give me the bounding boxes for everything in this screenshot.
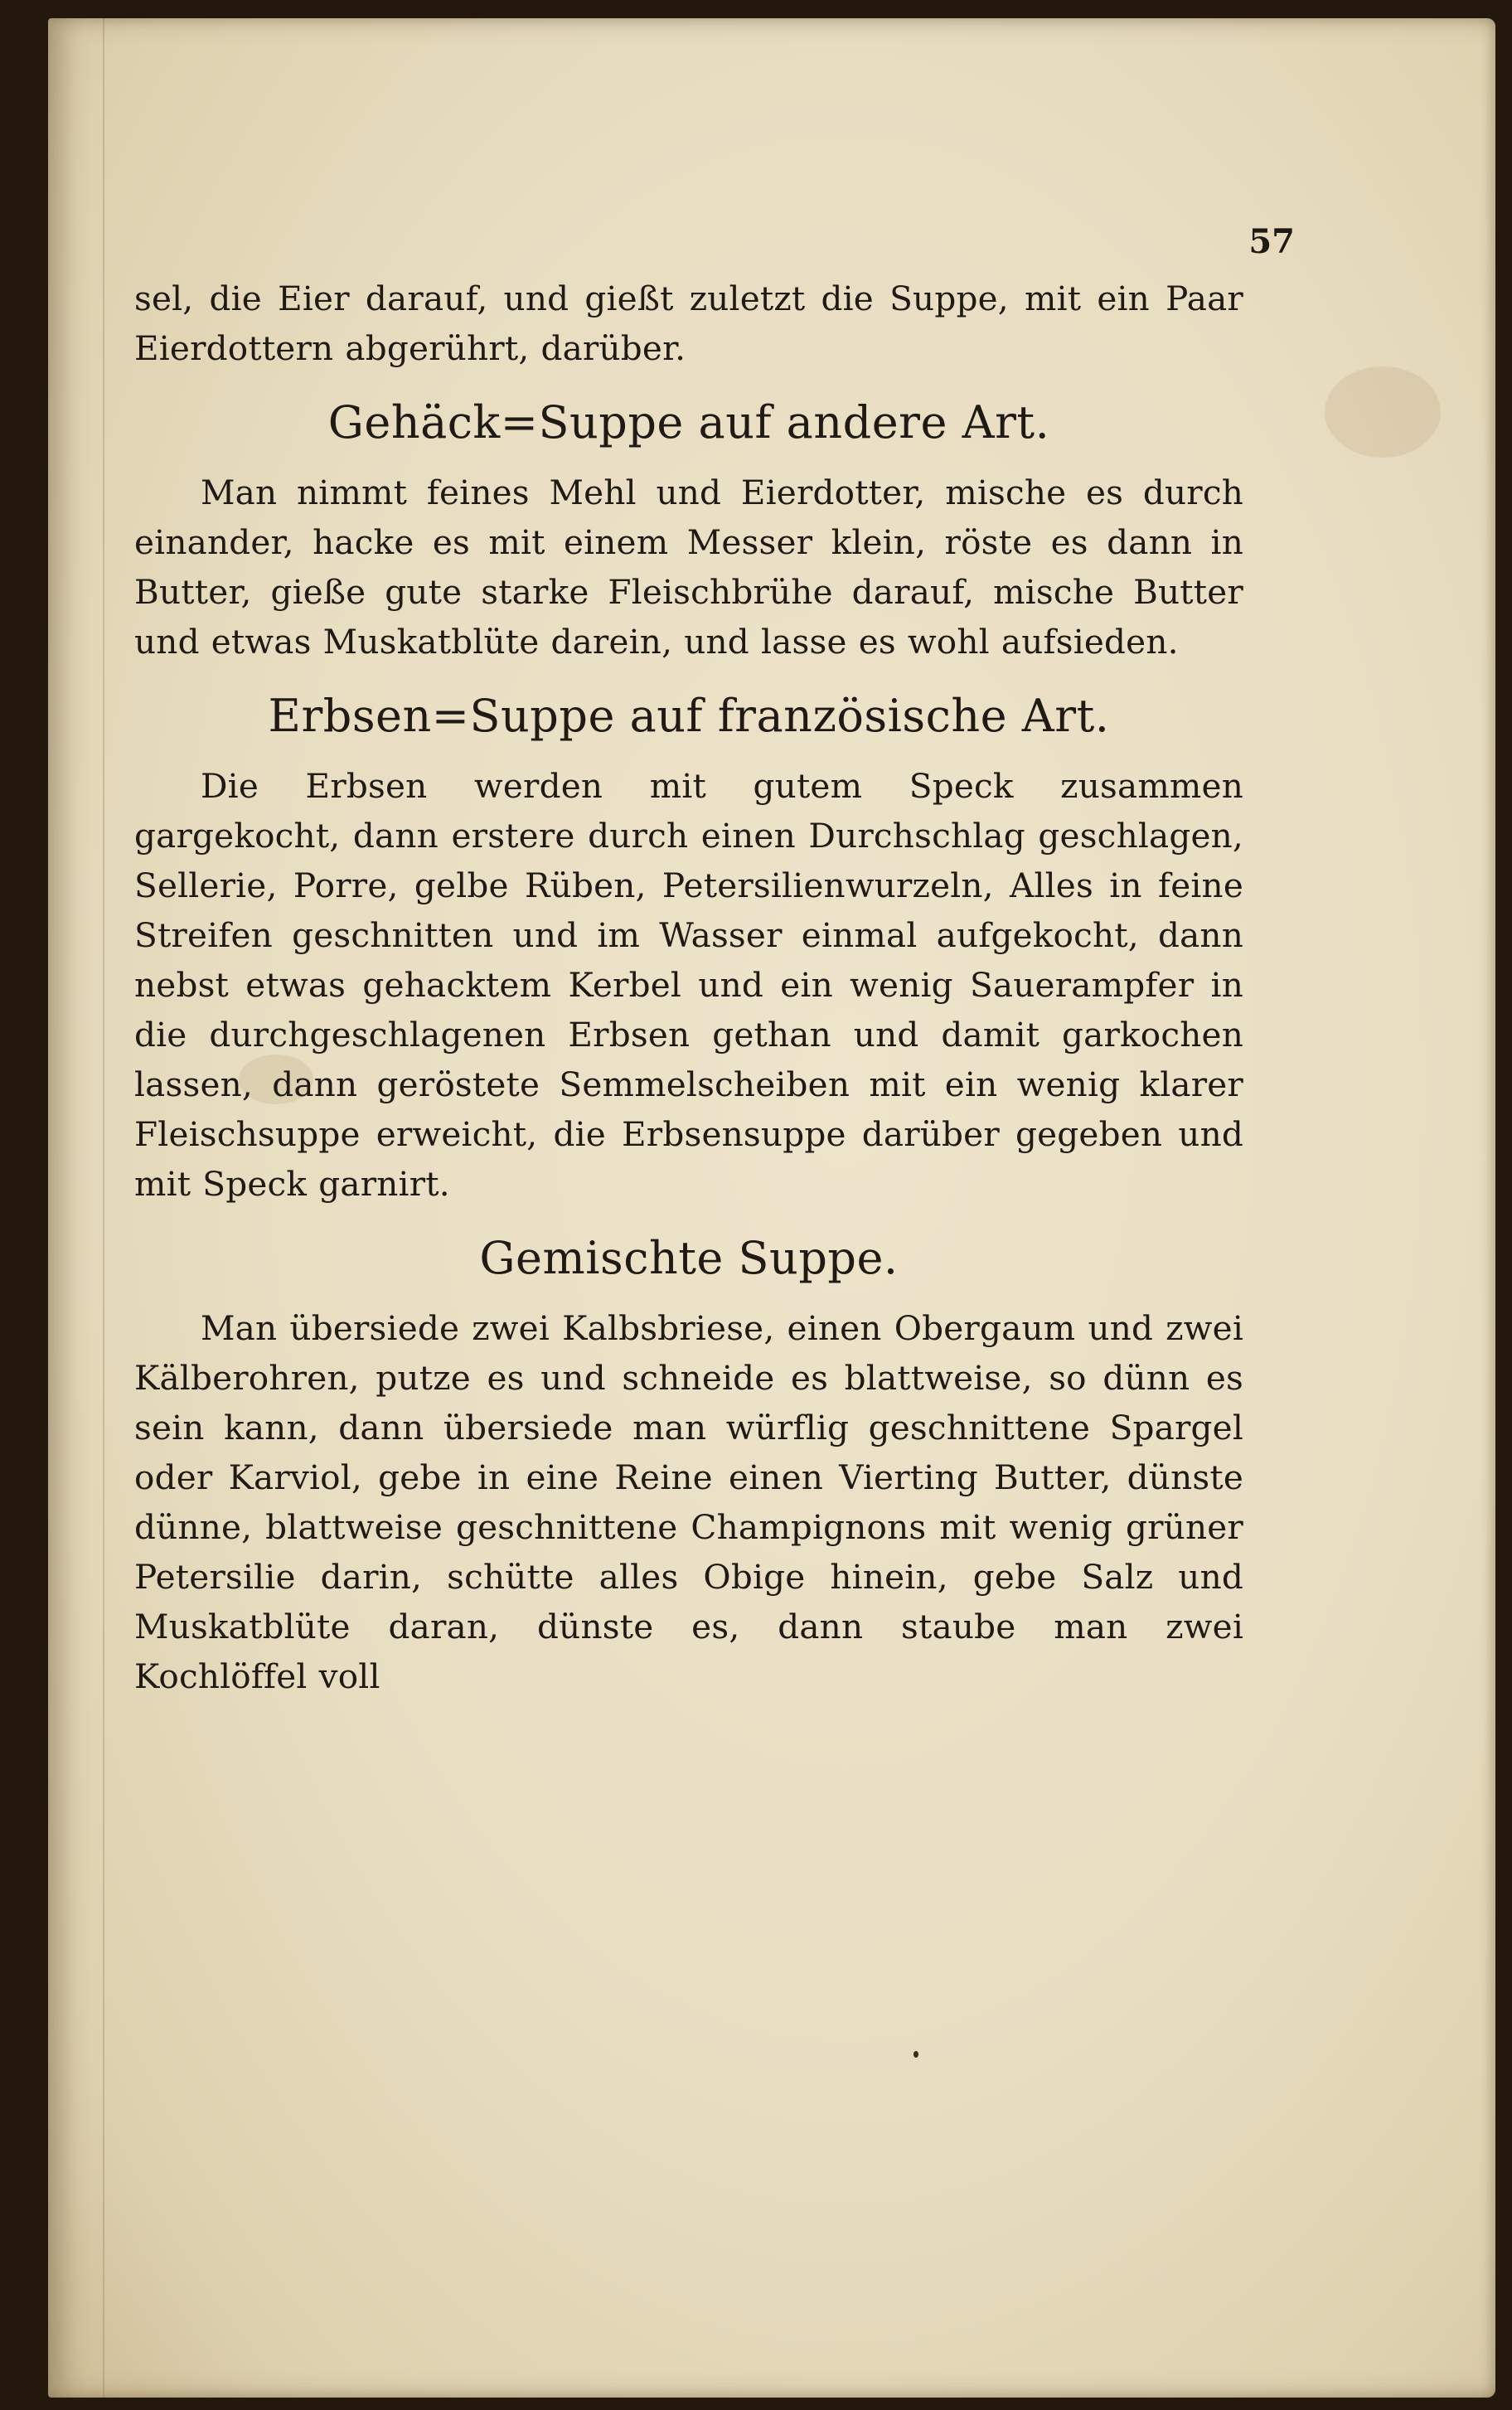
recipe-heading: Gehäck=Suppe auf andere Art.	[327, 396, 1050, 449]
paper-stain	[1325, 366, 1441, 458]
recipe-paragraph: Man übersiede zwei Kalbsbriese, einen Obergaum und zwei Kälberohren, putze es und schneide es blattweise, so dünn es sein kann, dann übersiede man würflig geschnittene Spargel oder Karviol, gebe in eine Reine einen Vierting Butter, dünste dünne, blattweise geschnittene Champignons mit wenig grüner Petersilie darin, schütte alles Obige hinein, gebe Salz und Muskatblüte daran, dünste es, dann staube man zwei Kochlöffel voll	[134, 1308, 1243, 1696]
recipe-heading: Erbsen=Suppe auf französische Art.	[268, 690, 1110, 742]
ink-speck	[914, 2051, 918, 2058]
paragraph-continuation: sel, die Eier darauf, und gießt zuletzt die Suppe, mit ein Paar Eierdottern abgerührt, darüber.	[134, 279, 1243, 368]
recipe-heading: Gemischte Suppe.	[479, 1232, 899, 1284]
page-number: 57	[1248, 222, 1295, 261]
page-text	[134, 274, 1243, 1701]
page-gutter	[103, 18, 104, 2398]
recipe-paragraph: Man nimmt feines Mehl und Eierdotter, mische es durch einander, hacke es mit einem Messer klein, röste es dann in Butter, gieße gute starke Fleischbrühe darauf, mische Butter und etwas Muskatblüte darein, und lasse es wohl aufsieden.	[134, 473, 1243, 662]
recipe-paragraph: Die Erbsen werden mit gutem Speck zusammen gargekocht, dann erstere durch einen Durchschlag geschlagen, Sellerie, Porre, gelbe Rüben, Petersilienwurzeln, Alles in feine Streifen geschnitten und im Wasser einmal aufgekocht, dann nebst etwas gehacktem Kerbel und ein wenig Sauerampfer in die durchgeschlagenen Erbsen gethan und damit garkochen lassen, dann geröstete Semmelscheiben mit ein wenig klarer Fleischsuppe erweicht, die Erbsensuppe darüber gegeben und mit Speck garnirt.	[134, 766, 1243, 1204]
